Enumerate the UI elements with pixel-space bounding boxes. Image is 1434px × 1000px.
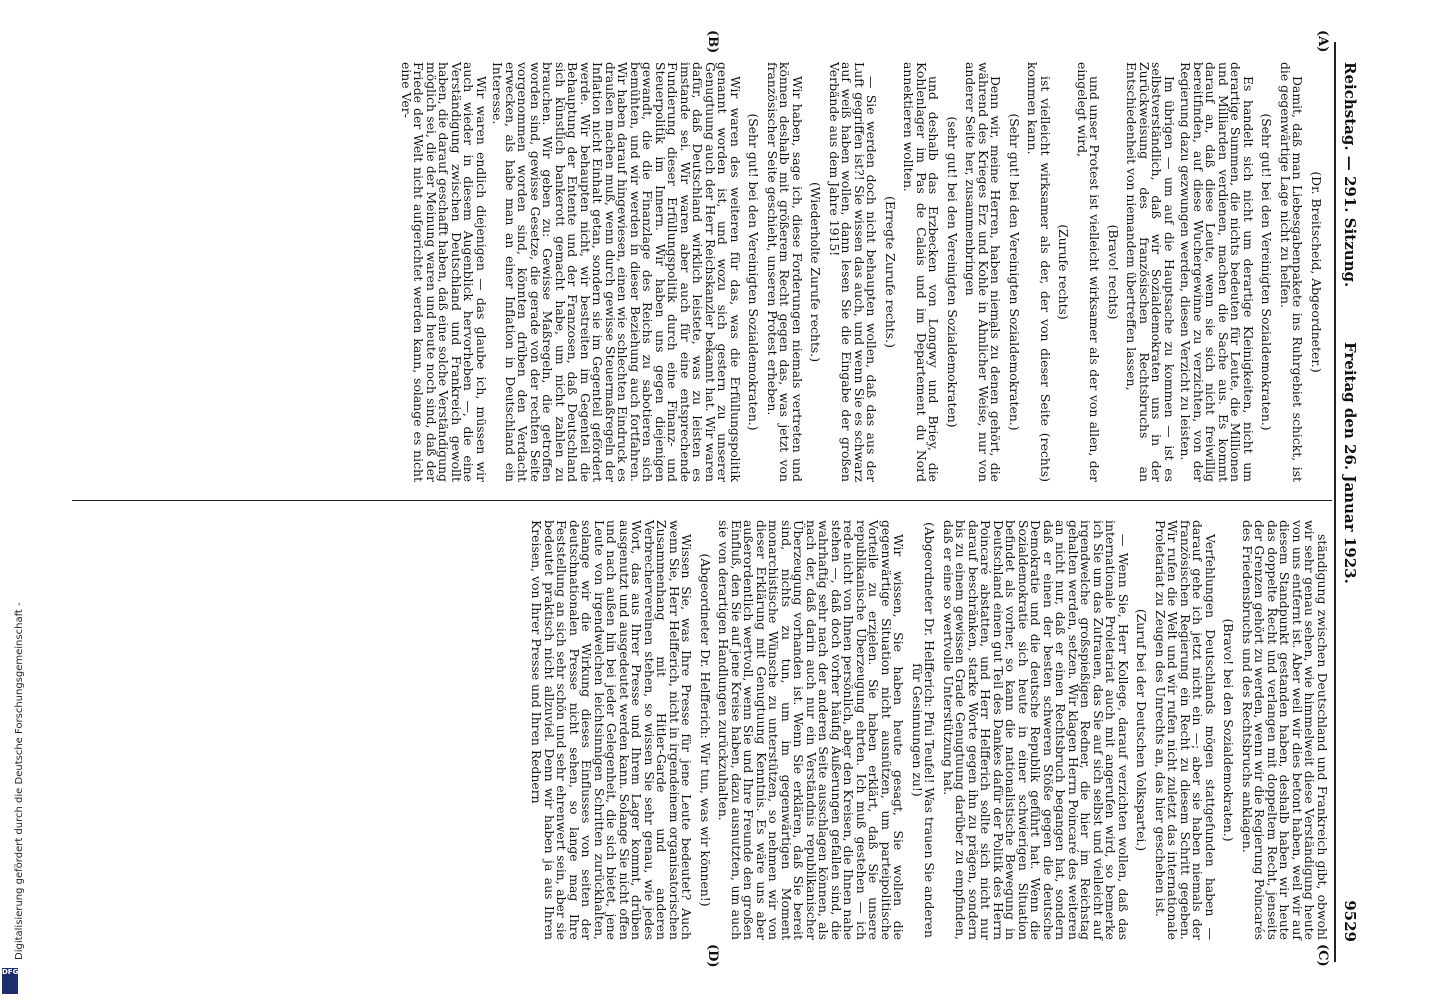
paragraph: (Abgeordneter Dr. Helfferich: Wir tun, was wir können!) <box>698 553 713 907</box>
paragraph: (Abgeordneter Dr. Helfferich: Pfui Teufel! Was trauen Sie anderen für Gesinnungen zu!) <box>910 522 938 938</box>
margin-marker-a: (A) <box>1315 30 1330 53</box>
header-date: Freitag den 26. Januar 1923. <box>1341 342 1359 584</box>
dfg-logo <box>2 968 18 994</box>
left-column <box>396 62 1329 482</box>
paragraph: und deshalb das Erzbecken von Longwy und Briey, die Kohlenlager im Pas de Calais und im Departement du Nord annektieren wollten. <box>901 62 942 482</box>
paragraph: Es handelt sich nicht um derartige Kleinigkeiten, nicht um derartige Summen, die nichts bedeuten für Leute, die Millionen und Milliarden verdienen, machen die Sache aus. Es kommt darauf an, daß diese Leute, wenn sie sich nicht freiwillig bereitfinden, auf diese Wuchergewinne zu verzichten, von der Regierung dazu gezwungen werden, diesen Verzicht zu leisten. <box>1178 62 1256 482</box>
paragraph: — Wenn Sie, Herr Kollege, darauf verzichten wollen, daß das internationale Proletariat auch mit angerufen wird, so bemerke ich Sie um das Zutrauen, das Sie auf sich selbst und vielleicht auf irgendwelche großspießigen Redner, die hier im Reichstag gehalten werden, setzen. Wir klagen Herrn Poincaré des weiteren an nicht nur, daß er einen Rechtsbruch begangen hat, sondern daß er einen der besten schweren Stöße gegen die deutsche Demokratie und die deutsche Republik geführt hat. Wenn die Sozialdemokratie sich heute in einer schwierigen Situation befindet als vorher, so kann die nationalistische Bewegung in Deutschland einen gut Teil des Dankes dafür der Politik des Herrn Poincaré abstatten, und Herr Helfferich sollte sich nicht nur darauf beschränken, starke Worte gegen ihn zu prägen, sondern bis zu einem gewissen Grade Genugtuung darüber zu empfinden, daß er eine so wertvolle Unterstützung hat. <box>941 520 1131 940</box>
margin-marker-b: (B) <box>705 30 720 54</box>
paragraph: (Zurufe rechts) <box>1056 224 1072 320</box>
paragraph: (Bravo! rechts) <box>1106 224 1121 320</box>
credit-text: Digitalisierung gefördert durch die Deutsche Forschungsgemeinschaft - <box>14 602 25 960</box>
paragraph: ist vielleicht wirksamer als der, der von dieser Seite (rechts) kommen kann. <box>1025 62 1053 482</box>
right-column <box>526 520 1328 940</box>
paragraph: Wir waren endlich diejenigen — das glaube ich, müssen wir auch wieder in diesem Augenblick hervorheben —, die eine Verständigung zwischen Deutschland und Frankreich gewollt haben, die darauf geschafft haben, daß eine solche Verständigung möglich sei, die der Meinung waren und heute noch sind, daß der Friede der Welt nicht aufgerichtet werden kann, solange es nicht eine Ver- <box>399 62 489 482</box>
paragraph: (Dr. Breitscheid, Abgeordneter.) <box>1309 171 1324 373</box>
paragraph: (Wiederholte Zurufe rechts.) <box>808 181 824 363</box>
paragraph: (Bravo! bei den Sozialdemokraten.) <box>1221 618 1237 842</box>
page-number: 9529 <box>1341 900 1359 942</box>
paragraph: Wir wissen, Sie haben heute gesagt, Sie wollen die gegenwärtige Situation nicht ausnützen, um parteipolitische Vorteile zu erzielen. Sie haben erklärt, daß Sie unsere republikanische Überzeugung ehrten. Ich muß gestehen — ich rede nicht von Ihnen persönlich, aber den Kreisen, die Ihnen nahe stehen —, daß doch vorher häufig Äußerungen gefallen sind, die wahrhaftig sehr nach der anderen Seite ausschlagen können, als nach der, daß darin auch nur ein Verständnis republikanischer Überzeugung vorhanden ist. Wenn Sie erklären, daß Sie bereit sind, nichts zu tun, um im gegenwärtigen Moment monarchistische Wünsche zu unterstützen, so nehmen wir von dieser Erklärung mit Genugtuung Kenntnis. Es wäre uns aber außerordentlich wertvoll, wenn Sie und Ihre Freunde den großen Einfluß, den Sie auf jene Kreise haben, dazu ausnutzten, um auch sie von derartigen Handlungen zurückzuhalten. <box>716 520 907 940</box>
paragraph: (Sehr gut! bei den Vereinigten Sozialdemokraten.) <box>1007 113 1022 431</box>
digitization-credit <box>0 0 25 1000</box>
paragraph: Im übrigen — um auf die Hauptsache zu kommen — ist es selbstverständlich, daß wir Sozialdemokraten uns in der Zurückweisung des französischen Rechtsbruchs an Entschiedenheit von niemandem übertreffen lassen, <box>1124 62 1177 482</box>
paragraph: (Sehr gut! bei den Vereinigten Sozialdemokraten.) <box>746 113 762 431</box>
paragraph: Wir waren des weiteren für das, was die Erfüllungspolitik genannt worden ist, und wozu sich gestern zu unserer Genugtuung auch der Herr Reichskanzler bekannt hat. Wir waren dafür, daß Deutschland wirklich leistete, was zu leisten es imstande sei. Wir waren aber auch für eine entsprechende Fundierung dieser Erfüllungspolitik durch eine Finanz- und Steuerpolitik im Innern. Wir haben uns gegen diejenigen gewandt, die die Finanzlage des Reichs zu sabotieren sich bemühten, und wir werden in dieser Beziehung auch fortfahren. Wir haben darauf hingewiesen, einen wie schlechten Eindruck es draußen machen muß, wenn durch gewisse Steuermaßregeln der Inflation nicht Einhalt getan, sondern sie im Gegenteil gefördert werde. Wir behaupten nicht, wir bestreiten im Gegenteil die Behauptung der Entente und der Franzosen, daß Deutschland sich künstlich bankerott gemacht habe, um nicht zahlen zu brauchen. Wir geben zu: Gewisse Maßregeln, die getroffen worden sind, gewisse Gesetze, die gerade von der rechten Seite vorgenommen worden sind, könnten drüben den Verdacht erwecken, als habe man an einer Inflation in Deutschland ein Interesse. <box>490 62 743 482</box>
rotated-page-content <box>58 30 1359 968</box>
paragraph: Wissen Sie, was Ihre Presse für jene Leute bedeutet? Auch wenn Sie, Herr Helfferich, nicht in irgendeinem organisatorischen Zusammenhang mit Hitler-Garde und anderen Verbrechervereinen stehen, so wissen Sie sehr genau, wie jedes Wort, das aus Ihrer Presse und Ihrem Lager kommt, drüben ausgenutzt und ausgedeutet werden kann. Solange Sie nicht offen und nach außen hin bei jeder Gelegenheit, die sich bietet, jene Leute von irgendwelchen leichtsinnigen Schritten zurückhalten, solange wir die Wirkung dieses Einflusses von seiten der deutschnationalen Presse nicht sehen, so lange mag Ihre Feststellung an sich sehr schön und sehr ehrenwert sein, aber sie bedeutet praktisch nicht allzuviel. Denn wir haben ja aus Ihren Kreisen, von Ihrer Presse und Ihren Rednern <box>529 520 695 940</box>
paragraph: und unser Protest ist vielleicht wirksamer als der von allen, der eingelegt wird, <box>1075 62 1103 482</box>
paragraph: (sehr gut! bei den Vereinigten Sozialdemokraten) <box>945 116 960 428</box>
paragraph: (Sehr gut! bei den Vereinigten Sozialdemokraten.) <box>1259 113 1275 431</box>
paragraph: ständigung zwischen Deutschland und Frankreich gibt, obwohl wir sehr genau sehen, wie himmelweit diese Verständigung heute von uns entfernt ist. Aber weil wir dies betont haben, weil wir auf diesem Standpunkt gestanden haben, deshalb haben wir heute das doppelte Recht und verlangen mit doppeltem Recht, jenseits der Grenzen gehört zu werden, wenn wir die Regierung Poincarés des Friedensbruchs und des Rechtsbruchs anklagen. <box>1240 520 1330 940</box>
margin-marker-c: (C) <box>1315 944 1330 967</box>
page-header <box>1334 42 1358 962</box>
paragraph: — Sie werden doch nicht behaupten wollen, daß das aus der Luft gegriffen ist?! Sie wissen das auch, und wenn Sie es schwarz auf weiß haben wollen, dann lesen Sie die Eingabe der großen Verbände aus dem Jahre 1915! <box>827 62 880 482</box>
paragraph: (Erregte Zurufe rechts.) <box>883 196 898 348</box>
paragraph: Wir haben, sage ich, diese Forderungen niemals vertreten und können deshalb mit größerem Recht gegen das, was jetzt von französischer Seite geschieht, unseren Protest erheben. <box>765 62 805 482</box>
paragraph: (Zuruf bei der Deutschen Volkspartei.) <box>1134 608 1150 852</box>
paragraph: Verfehlungen Deutschlands mögen stattgefunden haben — darauf gehe ich jetzt nicht ein —; aber sie haben niemals der französischen Regierung ein Recht zu diesem Schritt gegeben. Wir rufen die Welt und wir rufen nicht zuletzt das internationale Proletariat zu Zeugen des Unrechts an, das hier geschehen ist. <box>1153 520 1218 940</box>
header-session: Reichstag. — 291. Sitzung. <box>1341 62 1359 288</box>
paragraph: Damit, daß man Liebesgabenpakete ins Ruhrgebiet schickt, ist die gegenwärtige Lage nicht zu helfen. <box>1278 62 1306 482</box>
paragraph: Denn wir, meine Herren, haben niemals zu denen gehört, die während des Krieges Erz und Kohle in Ähnlicher Weise, nur von anderer Seite her, zusammenbringen <box>963 62 1004 482</box>
margin-marker-d: (D) <box>705 944 720 968</box>
column-divider <box>72 500 1332 501</box>
dfg-logo-text: DFG <box>2 968 19 976</box>
